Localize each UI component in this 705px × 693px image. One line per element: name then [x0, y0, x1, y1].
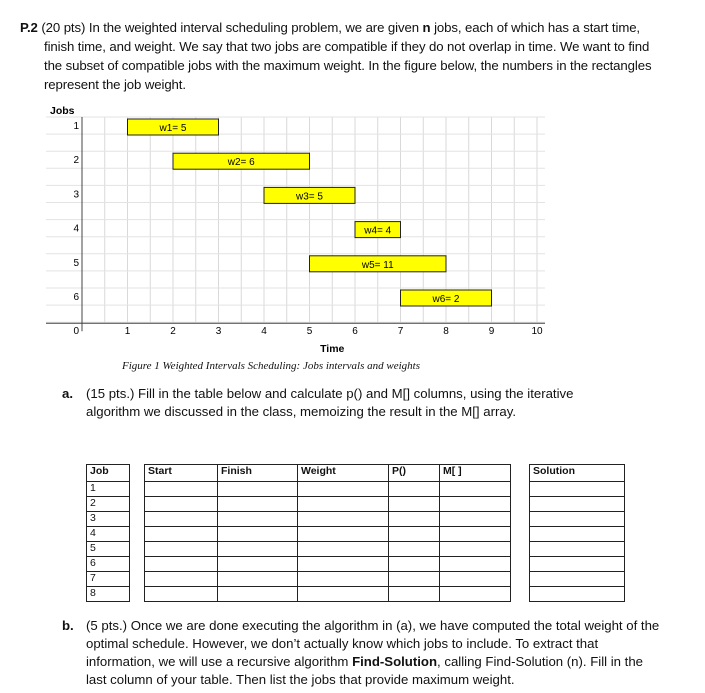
x-tick-label: 6: [352, 326, 358, 338]
table-cell[interactable]: [298, 557, 389, 572]
job-number-cell: 7: [87, 572, 130, 587]
table-cell[interactable]: [440, 527, 511, 542]
table-cell[interactable]: [218, 527, 298, 542]
gap-cell: [130, 542, 145, 557]
job-weight-label: w3= 5: [296, 191, 323, 203]
table-row: [87, 557, 625, 572]
table-cell[interactable]: [440, 497, 511, 512]
table-cell[interactable]: [145, 512, 218, 527]
x-tick-label: 1: [124, 326, 131, 338]
x-tick-label: 9: [488, 326, 495, 338]
problem-statement: [20, 18, 670, 94]
table-cell[interactable]: [218, 572, 298, 587]
header-start: Start: [145, 465, 218, 482]
table-cell[interactable]: [440, 512, 511, 527]
table-cell[interactable]: [389, 587, 440, 602]
table-cell[interactable]: [145, 572, 218, 587]
table-row: [87, 542, 625, 557]
table-cell[interactable]: [440, 482, 511, 497]
table-cell[interactable]: [530, 557, 625, 572]
job-weight-label: w4= 4: [364, 225, 392, 237]
gap-cell: [511, 497, 530, 512]
y-axis-label: Jobs: [50, 105, 75, 117]
job-number-cell: 8: [87, 587, 130, 602]
header-m: M[ ]: [440, 465, 511, 482]
job-row-label: 2: [73, 155, 79, 167]
table-cell[interactable]: [218, 512, 298, 527]
table-cell[interactable]: [530, 482, 625, 497]
gap-cell: [130, 527, 145, 542]
gap-cell: [130, 557, 145, 572]
job-row-label: 4: [73, 223, 79, 235]
problem-text-1: In the weighted interval scheduling problem, we are given: [88, 20, 419, 35]
table-cell[interactable]: [440, 587, 511, 602]
table-cell[interactable]: [218, 482, 298, 497]
table-cell[interactable]: [530, 572, 625, 587]
table-cell[interactable]: [218, 587, 298, 602]
figure-caption: Figure 1 Weighted Intervals Scheduling: Jobs intervals and weights: [122, 360, 420, 372]
table-row: [87, 572, 625, 587]
job-row-label: 1: [73, 121, 79, 132]
problem-text-2: jobs, each of which has a start time, finish time, and weight. We say that two jobs are compatible if they do not overlap in time. We want to find the subset of compatible jobs with the maximum weight. In the figure below, the numbers in the rectangles represent the job weight.: [44, 20, 652, 92]
table-cell[interactable]: [145, 557, 218, 572]
table-row: [87, 482, 625, 497]
job-number-cell: 6: [87, 557, 130, 572]
job-table: [86, 464, 625, 602]
table-cell[interactable]: [389, 527, 440, 542]
gap-cell: [511, 512, 530, 527]
job-weight-label: w5= 11: [361, 259, 394, 271]
table-cell[interactable]: [389, 482, 440, 497]
problem-paragraph: [20, 18, 670, 94]
job-weight-label: w6= 2: [432, 294, 460, 305]
table-cell[interactable]: [530, 512, 625, 527]
gap-cell: [130, 587, 145, 602]
x-tick-label: 7: [397, 326, 404, 338]
gap-cell: [130, 482, 145, 497]
part-b-text: [86, 617, 662, 689]
part-b-text-1: (5 pts.) Once we are done executing the algorithm in (a), we have computed the total weight of the optimal schedule. However, we don’t actually know which jobs to include. To extract that information, we will use a recursive algorithm: [86, 618, 660, 669]
part-b-bold: Find-Solution: [352, 654, 438, 669]
table-cell[interactable]: [298, 482, 389, 497]
part-a-text: (15 pts.) Fill in the table below and calculate p() and M[] columns, using the iterative algorithm we discussed in the class, memoizing the result in the M[] array.: [86, 386, 574, 419]
table-cell[interactable]: [530, 542, 625, 557]
table-cell[interactable]: [440, 542, 511, 557]
problem-points: (20 pts): [41, 20, 86, 35]
table-cell[interactable]: [298, 587, 389, 602]
gap-cell: [130, 572, 145, 587]
problem-n: n: [422, 20, 431, 35]
job-intervals-chart: [46, 103, 546, 358]
gap-cell: [511, 542, 530, 557]
header-weight: Weight: [298, 465, 389, 482]
x-tick-label: 4: [261, 326, 267, 338]
part-a-label: a.: [62, 386, 73, 401]
x-tick-label: 10: [531, 326, 543, 338]
gap-cell: [130, 497, 145, 512]
table-cell[interactable]: [298, 527, 389, 542]
x-tick-label: 3: [215, 326, 222, 338]
table-body: [87, 482, 625, 602]
table-cell[interactable]: [440, 572, 511, 587]
table-cell[interactable]: [298, 512, 389, 527]
table-cell[interactable]: [389, 512, 440, 527]
x-tick-label: 0: [73, 326, 79, 338]
header-gap: [511, 465, 530, 482]
header-gap: [130, 465, 145, 482]
table-cell[interactable]: [145, 542, 218, 557]
table-cell[interactable]: [530, 587, 625, 602]
table-cell[interactable]: [530, 497, 625, 512]
table-cell[interactable]: [389, 542, 440, 557]
table-cell[interactable]: [145, 482, 218, 497]
table-cell[interactable]: [389, 497, 440, 512]
table-cell[interactable]: [298, 542, 389, 557]
problem-label: P.2: [20, 20, 38, 35]
table-cell[interactable]: [218, 542, 298, 557]
gap-cell: [511, 557, 530, 572]
table-row: [87, 527, 625, 542]
gap-cell: [511, 482, 530, 497]
x-tick-label: 8: [443, 326, 449, 338]
gap-cell: [130, 512, 145, 527]
table-cell[interactable]: [389, 557, 440, 572]
table-cell[interactable]: [218, 497, 298, 512]
table-cell[interactable]: [440, 557, 511, 572]
job-number-cell: 5: [87, 542, 130, 557]
x-axis-label: Time: [320, 343, 345, 353]
header-job: Job: [87, 465, 130, 482]
part-b-text-2: , calling Find-Solution (n). Fill in the last column of your table. Then list the jobs that provide maximum weight.: [86, 654, 643, 687]
job-number-cell: 2: [87, 497, 130, 512]
header-solution: Solution: [530, 465, 625, 482]
job-number-cell: 3: [87, 512, 130, 527]
table-row: [87, 587, 625, 602]
table-cell[interactable]: [530, 527, 625, 542]
chart-svg: [46, 103, 546, 353]
table-row: [87, 512, 625, 527]
table-cell[interactable]: [145, 587, 218, 602]
table-row: [87, 497, 625, 512]
part-b-label: b.: [62, 618, 74, 633]
table-header-row: [87, 465, 625, 482]
table-cell[interactable]: [145, 527, 218, 542]
gap-cell: [511, 527, 530, 542]
table-cell[interactable]: [298, 497, 389, 512]
job-row-label: 6: [73, 292, 79, 303]
job-row-label: 5: [73, 257, 79, 269]
job-number-cell: 1: [87, 482, 130, 497]
header-finish: Finish: [218, 465, 298, 482]
gap-cell: [511, 587, 530, 602]
table-cell[interactable]: [298, 572, 389, 587]
gap-cell: [511, 572, 530, 587]
job-weight-label: w1= 5: [159, 123, 187, 134]
job-weight-label: w2= 6: [227, 157, 255, 169]
job-row-label: 3: [73, 189, 79, 201]
table-cell[interactable]: [389, 572, 440, 587]
header-p: P(): [389, 465, 440, 482]
table-cell[interactable]: [218, 557, 298, 572]
table-cell[interactable]: [145, 497, 218, 512]
x-tick-label: 2: [170, 326, 176, 338]
x-tick-label: 5: [306, 326, 313, 338]
job-number-cell: 4: [87, 527, 130, 542]
